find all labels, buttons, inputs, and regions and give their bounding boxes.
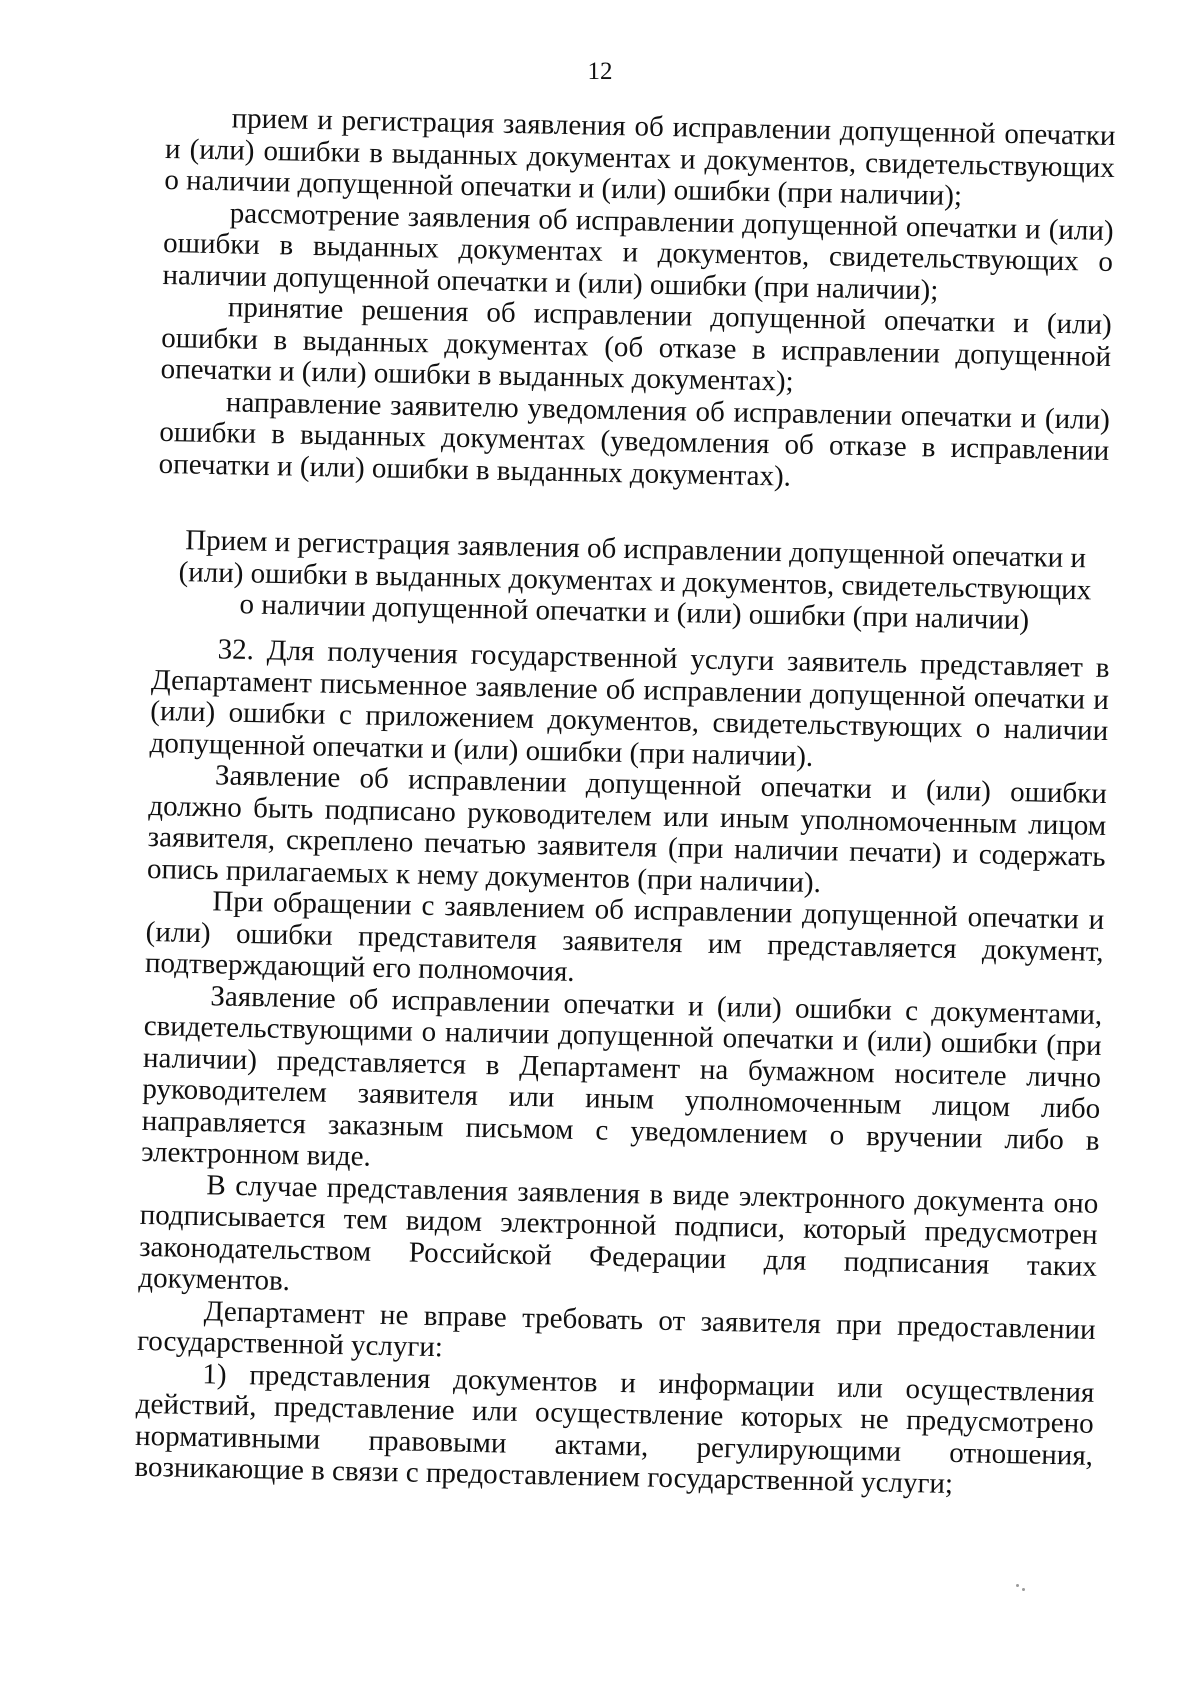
list-item: направление заявителю уведомления об исправлении опечатки и (или) ошибки в выданных документах (уведомления об отказе в исправлении опечатки и (или) ошибки в выданных документах). xyxy=(158,385,1111,493)
procedure-list xyxy=(158,102,1115,499)
paragraph: 32. Для получения государственной услуги заявитель представляет в Департамент письменное заявление об исправлении допущенной опечатки и (или) ошибки с приложением документов, свидетельствующих о наличии допущенной опечатки и (или) ошибки (при наличии). xyxy=(149,633,1110,773)
paragraph: В случае представления заявления в виде электронного документа оно подписывается тем видом электронной подписи, который предусмотрен законодательством Российской Федерации для подписания таких документов. xyxy=(138,1168,1099,1298)
section-body xyxy=(134,633,1110,1503)
page-number: 12 xyxy=(587,58,613,85)
scan-speck xyxy=(1016,1584,1019,1587)
section-heading: Прием и регистрация заявления об исправлении допущенной опечатки и (или) ошибки в выданных документах и документов, свидетельствующих о наличии допущенной опечатки и (или) ошибки (при наличии) xyxy=(178,524,1092,637)
paragraph: При обращении с заявлением об исправлении допущенной опечатки и (или) ошибки представителя заявителя им представляется документ, подтверждающий его полномочия. xyxy=(144,885,1105,988)
paragraph: Департамент не вправе требовать от заявителя при предоставлении государственной услуги: xyxy=(136,1294,1096,1364)
list-item: рассмотрение заявления об исправлении допущенной опечатки и (или) ошибки в выданных документах и документов, свидетельствующих о наличии допущенной опечатки и (или) ошибки (при наличии); xyxy=(162,196,1114,307)
paragraph: Заявление об исправлении опечатки и (или) ошибки с документами, свидетельствующими о наличии допущенной опечатки и (или) ошибки (при наличии) представляется в Департамент на бумажном носителе лично руководителем заявителя или иным уполномоченным лицом либо направляется заказным письмом с уведомлением о вручении либо в электронном виде. xyxy=(140,979,1103,1173)
paragraph: Заявление об исправлении допущенной опечатки и (или) ошибки должно быть подписано руководителем или иным уполномоченным лицом заявителя, скреплено печатью заявителя (при наличии печати) и содержать опись прилагаемых к нему документов (при наличии). xyxy=(146,759,1108,899)
paragraph: 1) представления документов и информации или осуществления действий, представление или осуществление которых не предусмотрено нормативными правовыми актами, регулирующими отношения, возникающие в связи с предоставлением государственной услуги; xyxy=(134,1357,1095,1500)
list-item: принятие решения об исправлении допущенной опечатки и (или) ошибки в выданных документах (об отказе в исправлении допущенной опечатки и (или) ошибки в выданных документах); xyxy=(160,291,1113,398)
list-item: прием и регистрация заявления об исправлении допущенной опечатки и (или) ошибки в выданных документах и документов, свидетельствующих о наличии допущенной опечатки и (или) ошибки (при наличии); xyxy=(164,102,1116,212)
scan-speck xyxy=(1022,1588,1025,1591)
